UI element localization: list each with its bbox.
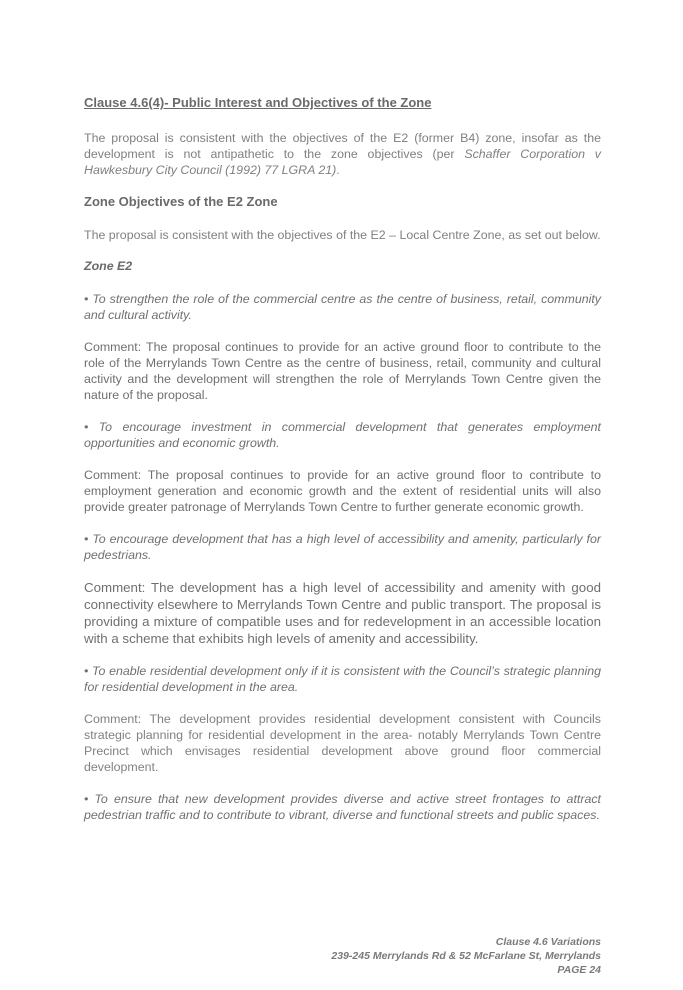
intro-text-before: The proposal is consistent with the objectives of the E2 (former B4) zone, insofar as the development is not antipathetic to the zone objectives (per: [84, 131, 601, 161]
comment-4: Comment: The development provides residential development consistent with Councils strategic planning for residential development in the area- notably Merrylands Town Centre Precinct which envisages residential development above ground floor commercial development.: [84, 712, 601, 774]
footer-title: Clause 4.6 Variations: [495, 936, 601, 948]
page-footer: [331, 935, 601, 977]
section-heading: Clause 4.6(4)- Public Interest and Objectives of the Zone: [84, 95, 432, 110]
zone-objectives-heading: Zone Objectives of the E2 Zone: [84, 194, 278, 209]
comment-2: Comment: The proposal continues to provide for an active ground floor to contribute to employment generation and economic growth and the extent of residential units will also provide greater patronage of Merrylands Town Centre to further generate economic growth.: [84, 468, 601, 514]
intro-paragraph: [84, 130, 601, 178]
objective-4: • To enable residential development only if it is consistent with the Council’s strategic planning for residential development in the area.: [84, 664, 601, 694]
objective-1: • To strengthen the role of the commercial centre as the centre of business, retail, community and cultural activity.: [84, 292, 601, 322]
intro-text-after: .: [336, 163, 340, 177]
footer-address: 239-245 Merrylands Rd & 52 McFarlane St, Merrylands: [331, 950, 601, 962]
objective-3: • To encourage development that has a high level of accessibility and amenity, particularly for pedestrians.: [84, 532, 601, 562]
comment-1: Comment: The proposal continues to provide for an active ground floor to contribute to the role of the Merrylands Town Centre as the centre of business, retail, community and cultural activity and the development will strengthen the role of Merrylands Town Centre given the nature of the proposal.: [84, 340, 601, 402]
zone-label: Zone E2: [84, 259, 133, 273]
objective-2: • To encourage investment in commercial development that generates employment opportunities and economic growth.: [84, 420, 601, 450]
zone-objectives-intro: The proposal is consistent with the objectives of the E2 – Local Centre Zone, as set out below.: [84, 228, 601, 242]
document-body: [84, 95, 601, 839]
case-citation: Schaffer Corporation v Hawkesbury City Council (1992) 77 LGRA 21): [84, 147, 602, 177]
objective-5: • To ensure that new development provides diverse and active street frontages to attract pedestrian traffic and to contribute to vibrant, diverse and functional streets and public spaces.: [84, 792, 601, 822]
comment-3: Comment: The development has a high level of accessibility and amenity with good connectivity elsewhere to Merrylands Town Centre and public transport. The proposal is providing a mixture of compatible uses and for redevelopment in an accessible location with a scheme that exhibits high levels of amenity and accessibility.: [84, 580, 601, 646]
page-number: PAGE 24: [557, 964, 601, 976]
